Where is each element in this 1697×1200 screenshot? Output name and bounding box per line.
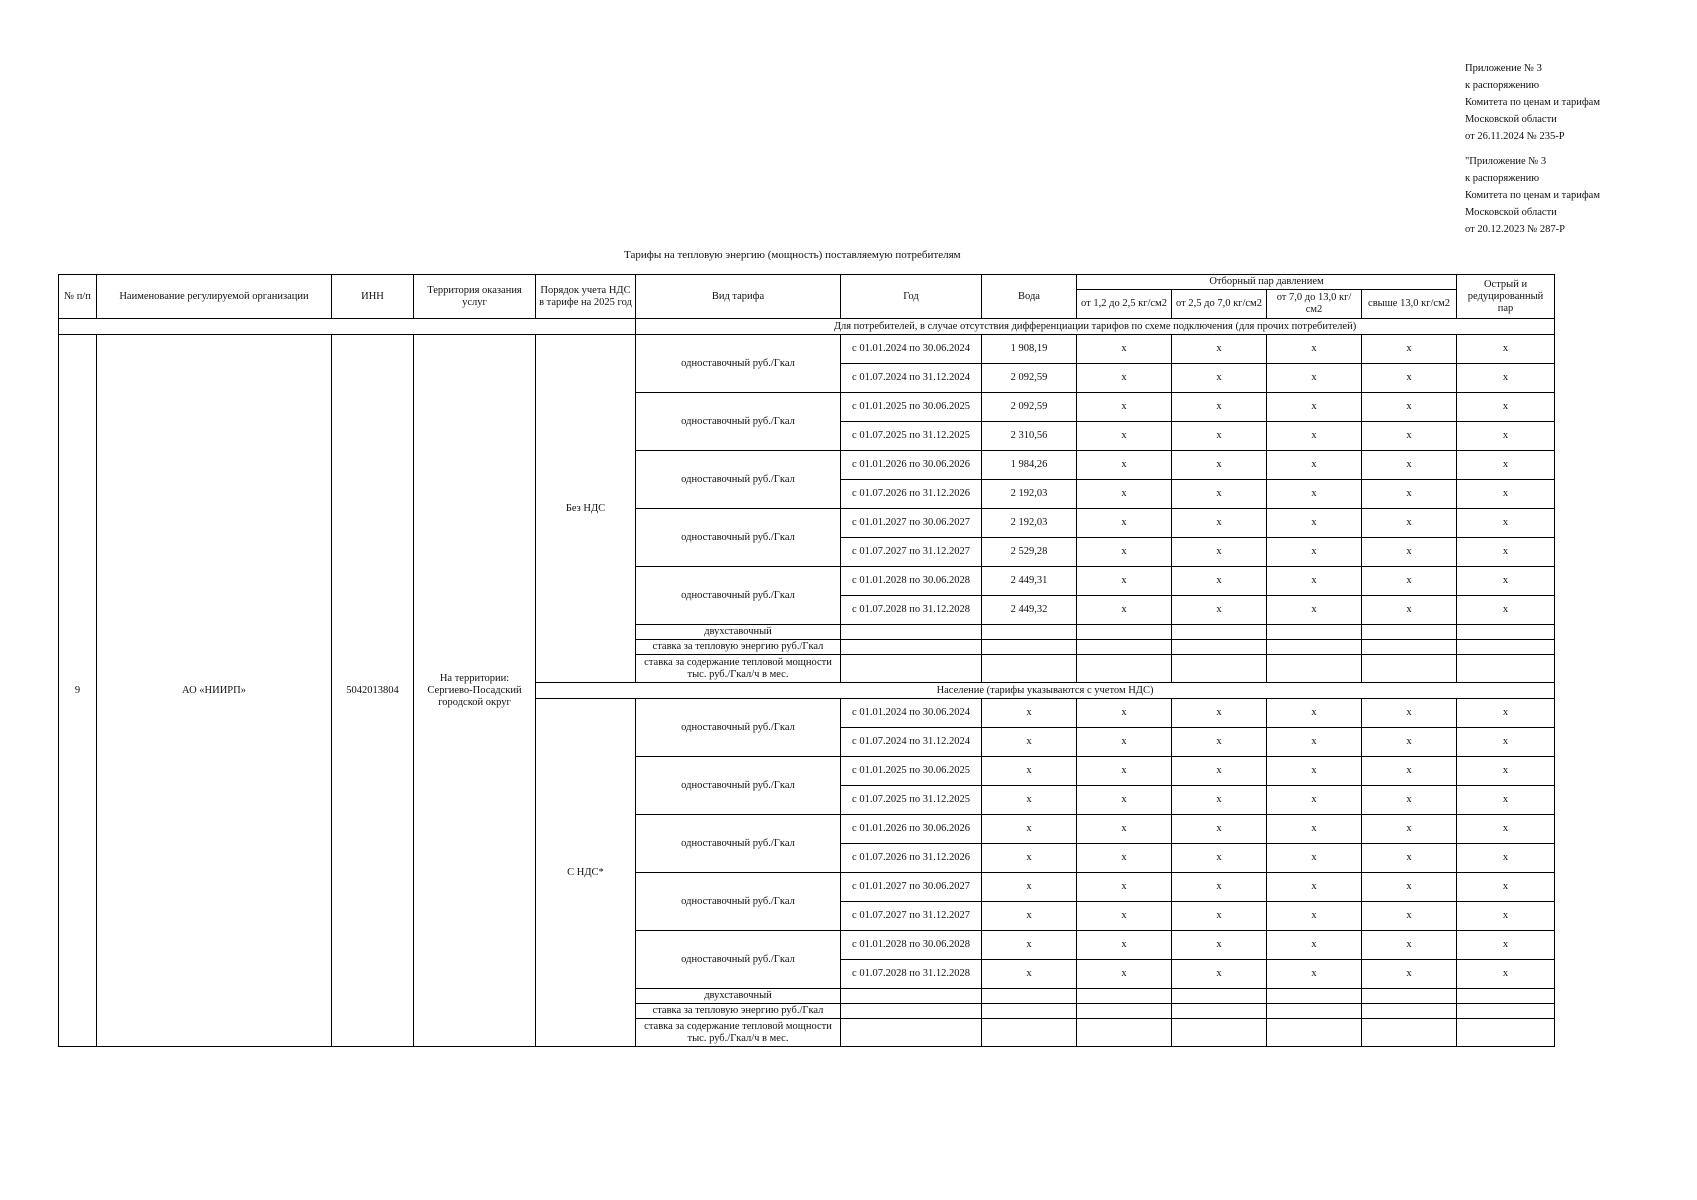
x-cell: x [1267,596,1362,625]
empty-cell [982,1019,1077,1047]
org-territory: На территории: Сергиево-Посадский городской округ [414,335,536,1047]
empty-cell [1267,1019,1362,1047]
empty-cell [1267,1004,1362,1019]
x-cell: x [1362,873,1457,902]
tariff-kind-two-part: двухставочный [636,989,841,1004]
x-cell: x [1267,422,1362,451]
header-water: Вода [982,275,1077,319]
period-cell: с 01.01.2028 по 30.06.2028 [841,567,982,596]
x-cell: x [1172,451,1267,480]
x-cell: x [1362,757,1457,786]
x-cell: x [1457,335,1555,364]
appendix-line: от 20.12.2023 № 287-Р [1465,224,1565,235]
empty-cell [1457,640,1555,655]
header-sharp-steam: Острый и редуцированный пар [1457,275,1555,319]
x-cell: x [1457,364,1555,393]
period-cell: с 01.01.2026 по 30.06.2026 [841,451,982,480]
header-territory: Территория оказания услуг [414,275,536,319]
x-cell: x [1457,699,1555,728]
x-cell: x [1457,451,1555,480]
x-cell: x [1362,786,1457,815]
org-inn: 5042013804 [332,335,414,1047]
x-cell: x [1077,931,1172,960]
header-steam-4: свыше 13,0 кг/см2 [1362,290,1457,319]
x-cell: x [1362,509,1457,538]
empty-cell [1362,625,1457,640]
x-cell: x [1172,815,1267,844]
empty-cell [982,1004,1077,1019]
x-cell: x [1077,786,1172,815]
x-cell: x [1077,596,1172,625]
header-kind: Вид тарифа [636,275,841,319]
empty-cell [1172,625,1267,640]
x-cell: x [1362,480,1457,509]
vat-mode-with-vat: С НДС* [536,699,636,1047]
x-cell: x [1077,335,1172,364]
water-value: x [982,786,1077,815]
water-value: 1 908,19 [982,335,1077,364]
document-title: Тарифы на тепловую энергию (мощность) поставляемую потребителям [624,249,961,261]
empty-cell [1172,1019,1267,1047]
x-cell: x [1267,335,1362,364]
period-cell: с 01.07.2027 по 31.12.2027 [841,538,982,567]
org-number: 9 [59,335,97,1047]
header-vat: Порядок учета НДС в тарифе на 2025 год [536,275,636,319]
water-value: x [982,960,1077,989]
x-cell: x [1077,422,1172,451]
empty-cell [841,640,982,655]
tariff-kind-energy-rate: ставка за тепловую энергию руб./Гкал [636,640,841,655]
period-cell: с 01.01.2024 по 30.06.2024 [841,699,982,728]
period-cell: с 01.07.2028 по 31.12.2028 [841,960,982,989]
x-cell: x [1457,422,1555,451]
x-cell: x [1172,364,1267,393]
water-value: x [982,728,1077,757]
empty-cell [841,655,982,683]
x-cell: x [1362,699,1457,728]
table-row [59,335,1555,364]
empty-cell [982,989,1077,1004]
appendix-current [1465,60,1600,145]
x-cell: x [1362,567,1457,596]
empty-cell [1172,989,1267,1004]
appendix-line: к распоряжению [1465,80,1540,91]
period-cell: с 01.07.2026 по 31.12.2026 [841,844,982,873]
water-value: x [982,902,1077,931]
x-cell: x [1457,757,1555,786]
x-cell: x [1172,596,1267,625]
tariff-kind-energy-rate: ставка за тепловую энергию руб./Гкал [636,1004,841,1019]
empty-cell [1457,625,1555,640]
x-cell: x [1172,960,1267,989]
x-cell: x [1077,902,1172,931]
x-cell: x [1457,902,1555,931]
empty-cell [1172,1004,1267,1019]
water-value: 2 092,59 [982,364,1077,393]
tariff-kind-single: одноставочный руб./Гкал [636,815,841,873]
water-value: 2 449,32 [982,596,1077,625]
x-cell: x [1457,509,1555,538]
x-cell: x [1457,538,1555,567]
x-cell: x [1267,538,1362,567]
tariff-kind-single: одноставочный руб./Гкал [636,451,841,509]
x-cell: x [1362,393,1457,422]
vat-mode-no-vat: Без НДС [536,335,636,683]
x-cell: x [1077,960,1172,989]
x-cell: x [1457,844,1555,873]
empty-cell [982,655,1077,683]
water-value: 1 984,26 [982,451,1077,480]
appendix-line: Московской области [1465,114,1557,125]
tariff-table-body [59,319,1555,1047]
x-cell: x [1457,786,1555,815]
empty-cell [1362,989,1457,1004]
x-cell: x [1362,538,1457,567]
tariff-kind-power-rate: ставка за содержание тепловой мощности тыс. руб./Гкал/ч в мес. [636,1019,841,1047]
x-cell: x [1172,567,1267,596]
water-value: 2 310,56 [982,422,1077,451]
x-cell: x [1267,902,1362,931]
empty-cell [1267,989,1362,1004]
period-cell: с 01.01.2025 по 30.06.2025 [841,393,982,422]
x-cell: x [1267,815,1362,844]
x-cell: x [1172,393,1267,422]
water-value: x [982,931,1077,960]
tariff-kind-single: одноставочный руб./Гкал [636,757,841,815]
x-cell: x [1457,480,1555,509]
tariff-kind-single: одноставочный руб./Гкал [636,873,841,931]
x-cell: x [1457,873,1555,902]
table-row [59,319,1555,335]
x-cell: x [1172,509,1267,538]
period-cell: с 01.07.2027 по 31.12.2027 [841,902,982,931]
period-cell: с 01.01.2027 по 30.06.2027 [841,509,982,538]
x-cell: x [1077,393,1172,422]
x-cell: x [1077,844,1172,873]
water-value: 2 449,31 [982,567,1077,596]
x-cell: x [1457,596,1555,625]
empty-cell [841,989,982,1004]
x-cell: x [1267,786,1362,815]
tariff-kind-single: одноставочный руб./Гкал [636,509,841,567]
section-other-label: Для потребителей, в случае отсутствия дифференциации тарифов по схеме подключения (для прочих потребителей) [636,319,1555,335]
x-cell: x [1362,960,1457,989]
section-population-label: Население (тарифы указываются с учетом НДС) [536,683,1555,699]
x-cell: x [1172,728,1267,757]
period-cell: с 01.01.2026 по 30.06.2026 [841,815,982,844]
x-cell: x [1077,873,1172,902]
appendix-line: к распоряжению [1465,173,1540,184]
appendix-line: от 26.11.2024 № 235-Р [1465,131,1565,142]
empty-cell [1077,640,1172,655]
x-cell: x [1267,728,1362,757]
x-cell: x [1362,931,1457,960]
tariff-kind-single: одноставочный руб./Гкал [636,393,841,451]
period-cell: с 01.07.2026 по 31.12.2026 [841,480,982,509]
empty-cell [1267,655,1362,683]
header-steam-2: от 2,5 до 7,0 кг/см2 [1172,290,1267,319]
x-cell: x [1362,335,1457,364]
empty-cell [1077,989,1172,1004]
empty-cell [1362,640,1457,655]
x-cell: x [1362,902,1457,931]
x-cell: x [1457,393,1555,422]
tariff-kind-power-rate: ставка за содержание тепловой мощности тыс. руб./Гкал/ч в мес. [636,655,841,683]
x-cell: x [1267,480,1362,509]
empty-cell [1077,1004,1172,1019]
empty-cell [982,640,1077,655]
tariff-kind-single: одноставочный руб./Гкал [636,335,841,393]
x-cell: x [1457,815,1555,844]
x-cell: x [1267,393,1362,422]
period-cell: с 01.01.2027 по 30.06.2027 [841,873,982,902]
empty-cell [1077,625,1172,640]
x-cell: x [1172,422,1267,451]
period-cell: с 01.07.2025 по 31.12.2025 [841,422,982,451]
header-num: № п/п [59,275,97,319]
x-cell: x [1457,567,1555,596]
x-cell: x [1362,728,1457,757]
x-cell: x [1457,728,1555,757]
empty-cell [1267,625,1362,640]
x-cell: x [1457,960,1555,989]
empty-cell [982,625,1077,640]
water-value: x [982,844,1077,873]
tariff-kind-single: одноставочный руб./Гкал [636,699,841,757]
x-cell: x [1172,538,1267,567]
appendix-line: Московской области [1465,207,1557,218]
x-cell: x [1267,873,1362,902]
x-cell: x [1172,335,1267,364]
water-value: 2 092,59 [982,393,1077,422]
period-cell: с 01.07.2024 по 31.12.2024 [841,728,982,757]
x-cell: x [1172,757,1267,786]
x-cell: x [1267,451,1362,480]
x-cell: x [1077,728,1172,757]
x-cell: x [1457,931,1555,960]
x-cell: x [1172,902,1267,931]
x-cell: x [1267,364,1362,393]
x-cell: x [1267,960,1362,989]
x-cell: x [1267,931,1362,960]
water-value: x [982,873,1077,902]
x-cell: x [1172,699,1267,728]
section-spacer [59,319,636,335]
empty-cell [841,625,982,640]
x-cell: x [1362,364,1457,393]
header-org: Наименование регулируемой организации [97,275,332,319]
empty-cell [1172,640,1267,655]
appendix-line: Комитета по ценам и тарифам [1465,97,1600,108]
x-cell: x [1077,567,1172,596]
water-value: x [982,815,1077,844]
header-year: Год [841,275,982,319]
tariff-kind-single: одноставочный руб./Гкал [636,931,841,989]
x-cell: x [1362,596,1457,625]
x-cell: x [1172,931,1267,960]
x-cell: x [1267,699,1362,728]
x-cell: x [1362,844,1457,873]
period-cell: с 01.01.2025 по 30.06.2025 [841,757,982,786]
empty-cell [841,1004,982,1019]
empty-cell [1457,1019,1555,1047]
x-cell: x [1172,480,1267,509]
empty-cell [1362,655,1457,683]
header-steam-group: Отборный пар давлением [1077,275,1457,290]
header-steam-3: от 7,0 до 13,0 кг/см2 [1267,290,1362,319]
water-value: x [982,757,1077,786]
period-cell: с 01.07.2024 по 31.12.2024 [841,364,982,393]
x-cell: x [1077,364,1172,393]
empty-cell [841,1019,982,1047]
x-cell: x [1172,873,1267,902]
x-cell: x [1077,815,1172,844]
empty-cell [1267,640,1362,655]
appendix-line: "Приложение № 3 [1465,156,1547,167]
tariff-table [58,274,1555,1047]
x-cell: x [1077,538,1172,567]
x-cell: x [1077,699,1172,728]
x-cell: x [1267,757,1362,786]
x-cell: x [1077,451,1172,480]
appendix-line: Приложение № 3 [1465,63,1542,74]
empty-cell [1172,655,1267,683]
empty-cell [1077,1019,1172,1047]
x-cell: x [1267,509,1362,538]
empty-cell [1362,1004,1457,1019]
header-steam-1: от 1,2 до 2,5 кг/см2 [1077,290,1172,319]
empty-cell [1077,655,1172,683]
header-inn: ИНН [332,275,414,319]
x-cell: x [1077,509,1172,538]
x-cell: x [1172,786,1267,815]
empty-cell [1457,1004,1555,1019]
x-cell: x [1172,844,1267,873]
tariff-kind-two-part: двухставочный [636,625,841,640]
empty-cell [1362,1019,1457,1047]
water-value: x [982,699,1077,728]
x-cell: x [1362,422,1457,451]
x-cell: x [1267,844,1362,873]
x-cell: x [1362,815,1457,844]
period-cell: с 01.01.2028 по 30.06.2028 [841,931,982,960]
water-value: 2 529,28 [982,538,1077,567]
period-cell: с 01.07.2025 по 31.12.2025 [841,786,982,815]
appendix-line: Комитета по ценам и тарифам [1465,190,1600,201]
x-cell: x [1077,757,1172,786]
x-cell: x [1267,567,1362,596]
water-value: 2 192,03 [982,509,1077,538]
org-name: АО «НИИРП» [97,335,332,1047]
appendix-previous [1465,153,1600,238]
empty-cell [1457,655,1555,683]
period-cell: с 01.01.2024 по 30.06.2024 [841,335,982,364]
water-value: 2 192,03 [982,480,1077,509]
tariff-kind-single: одноставочный руб./Гкал [636,567,841,625]
x-cell: x [1362,451,1457,480]
x-cell: x [1077,480,1172,509]
empty-cell [1457,989,1555,1004]
period-cell: с 01.07.2028 по 31.12.2028 [841,596,982,625]
